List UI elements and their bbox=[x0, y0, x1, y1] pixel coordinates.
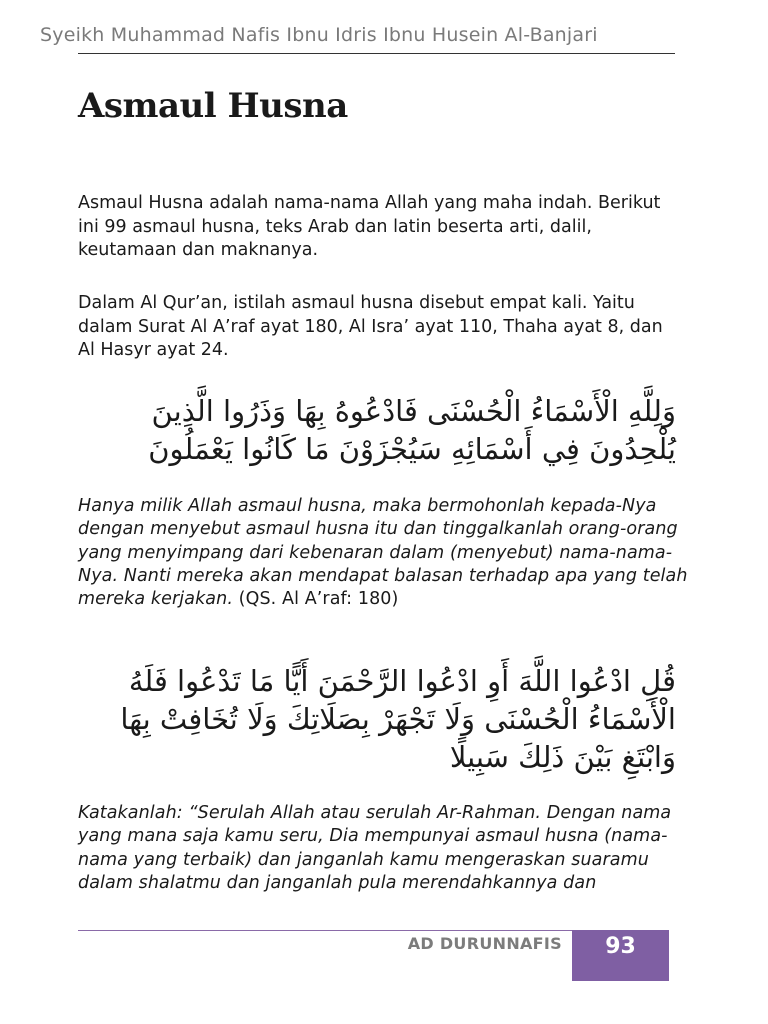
book-title-footer: AD DURUNNAFIS bbox=[407, 934, 562, 953]
intro-paragraph: Asmaul Husna adalah nama-nama Allah yang maha indah. Berikut ini 99 asmaul husna, teks Arab dan latin beserta arti, dalil, keutamaan dan maknanya. bbox=[78, 193, 661, 260]
verse-reference: (QS. Al A’raf: 180) bbox=[233, 589, 399, 610]
verse-translation-isra-110 bbox=[78, 802, 688, 895]
page-number: 93 bbox=[605, 934, 636, 959]
quran-mention-paragraph: Dalam Al Qur’an, istilah asmaul husna disebut empat kali. Yaitu dalam Surat Al A’raf ayat 180, Al Isra’ ayat 110, Thaha ayat 8, dan Al Hasyr ayat 24. bbox=[78, 293, 663, 360]
verse-translation-araf-180 bbox=[78, 495, 688, 611]
page-number-box bbox=[572, 930, 669, 981]
running-head: Syeikh Muhammad Nafis Ibnu Idris Ibnu Husein Al-Banjari bbox=[40, 24, 598, 46]
translation-text: Hanya milik Allah asmaul husna, maka bermohonlah kepada-Nya dengan menyebut asmaul husna itu dan tinggalkanlah orang-orang yang menyimpang dari kebenaran dalam (menyebut) nama-nama-Nya. Nanti mereka akan mendapat balasan terhadap apa yang telah mereka kerjakan. bbox=[78, 496, 688, 610]
arabic-verse-araf-180: وَلِلَّهِ الْأَسْمَاءُ الْحُسْنَى فَادْعُوهُ بِهَا وَذَرُوا الَّذِينَ يُلْحِدُونَ فِي أَسْمَائِهِ سَيُجْزَوْنَ مَا كَانُوا يَعْمَلُونَ bbox=[148, 394, 676, 466]
arabic-verse-isra-110: قُلِ ادْعُوا اللَّهَ أَوِ ادْعُوا الرَّحْمَنَ أَيًّا مَا تَدْعُوا فَلَهُ الْأَسْمَاءُ الْحُسْنَى وَلَا تَجْهَرْ بِصَلَاتِكَ وَلَا تُخَافِتْ بِهَا وَابْتَغِ بَيْنَ ذَلِكَ سَبِيلًا bbox=[120, 664, 676, 774]
translation-text: Katakanlah: “Serulah Allah atau serulah Ar-Rahman. Dengan nama yang mana saja kamu seru, Dia mempunyai asmaul husna (nama-nama yang terbaik) dan janganlah kamu mengeraskan suaramu dalam shalatmu dan janganlah pula merendahkannya dan bbox=[78, 803, 672, 893]
footer-divider bbox=[78, 930, 572, 931]
header-divider bbox=[78, 53, 675, 54]
page-title: Asmaul Husna bbox=[78, 86, 348, 126]
